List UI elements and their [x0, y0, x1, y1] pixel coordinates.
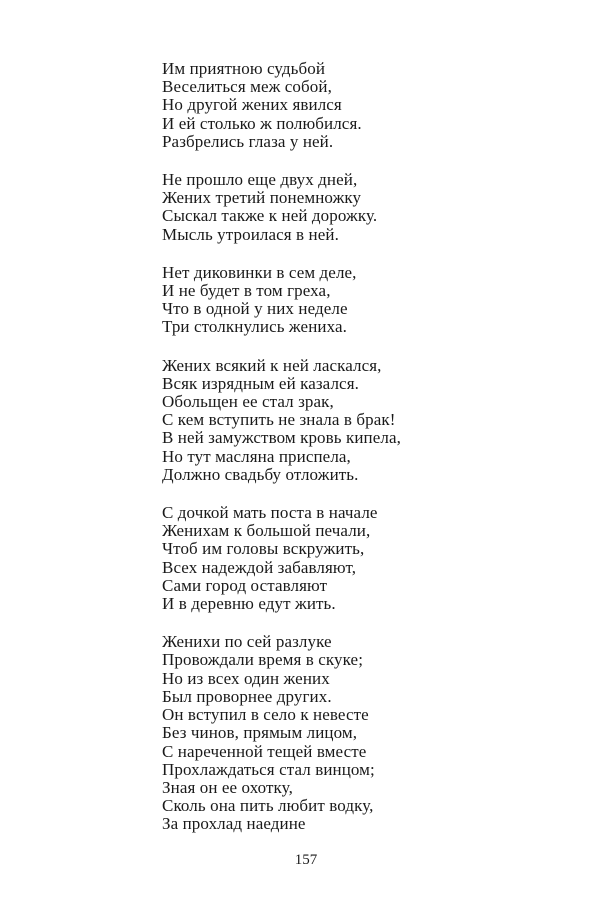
poem-line: И не будет в том греха, [162, 281, 331, 301]
poem-line: Должно свадьбу отложить. [162, 464, 359, 484]
poem-line: Сколь она пить любит водку, [162, 796, 374, 816]
poem-line: И ей столько ж полюбился. [162, 113, 362, 133]
stanza [162, 504, 582, 613]
poem-line: Прохлаждаться стал винцом; [162, 759, 375, 779]
poem-line: Разбрелись глаза у ней. [162, 131, 334, 151]
poem-line: Сами город оставляют [162, 575, 328, 595]
stanza [162, 633, 582, 833]
stanza [162, 60, 582, 151]
poem-line: Женихам к большой печали, [162, 521, 371, 541]
poem-line: Сыскал также к ней дорожку. [162, 206, 378, 226]
poem-line: Нет диковинки в сем деле, [162, 262, 357, 282]
poem-line: Без чинов, прямым лицом, [162, 723, 358, 743]
poem-line: Жених третий понемножку [162, 188, 362, 208]
poem-line: Был проворнее других. [162, 686, 332, 706]
poem-line: Не прошло еще двух дней, [162, 170, 358, 190]
poem-line: Обольщен ее стал зрак, [162, 392, 334, 412]
poem-line: Им приятною судьбой [162, 59, 326, 78]
poem-line: Но другой жених явился [162, 95, 342, 115]
poem-line: В ней замужством кровь кипела, [162, 428, 401, 448]
page-number: 157 [294, 852, 318, 868]
poem-line: Но из всех один жених [162, 668, 330, 688]
poem-text [162, 60, 582, 854]
poem-line: Он вступил в село к невесте [162, 705, 369, 725]
poem-line: Всяк изрядным ей казался. [162, 373, 359, 393]
poem-line: С дочкой мать поста в начале [162, 503, 378, 523]
stanza [162, 264, 582, 337]
stanza [162, 171, 582, 244]
poem-line: Веселиться меж собой, [162, 77, 332, 97]
poem-line: Жених всякий к ней ласкался, [162, 355, 382, 375]
poem-line: Что в одной у них неделе [162, 299, 348, 319]
poem-line: С кем вступить не знала в брак! [162, 410, 396, 430]
poem-line: Провождали время в скуке; [162, 650, 364, 670]
poem-line: Чтоб им головы вскружить, [162, 539, 365, 559]
poem-line: Всех надеждой забавляют, [162, 557, 357, 577]
poem-line: Зная он ее охотку, [162, 777, 293, 797]
poem-line: И в деревню едут жить. [162, 594, 336, 614]
poem-line: С нареченной тещей вместе [162, 741, 367, 761]
poem-line: Три столкнулись жениха. [162, 317, 347, 337]
poem-line: Мысль утроилася в ней. [162, 224, 339, 244]
stanza [162, 357, 582, 484]
poem-line: Женихи по сей разлуке [162, 632, 332, 652]
poem-line: Но тут масляна приспела, [162, 446, 351, 466]
poem-line: За прохлад наедине [162, 814, 306, 834]
